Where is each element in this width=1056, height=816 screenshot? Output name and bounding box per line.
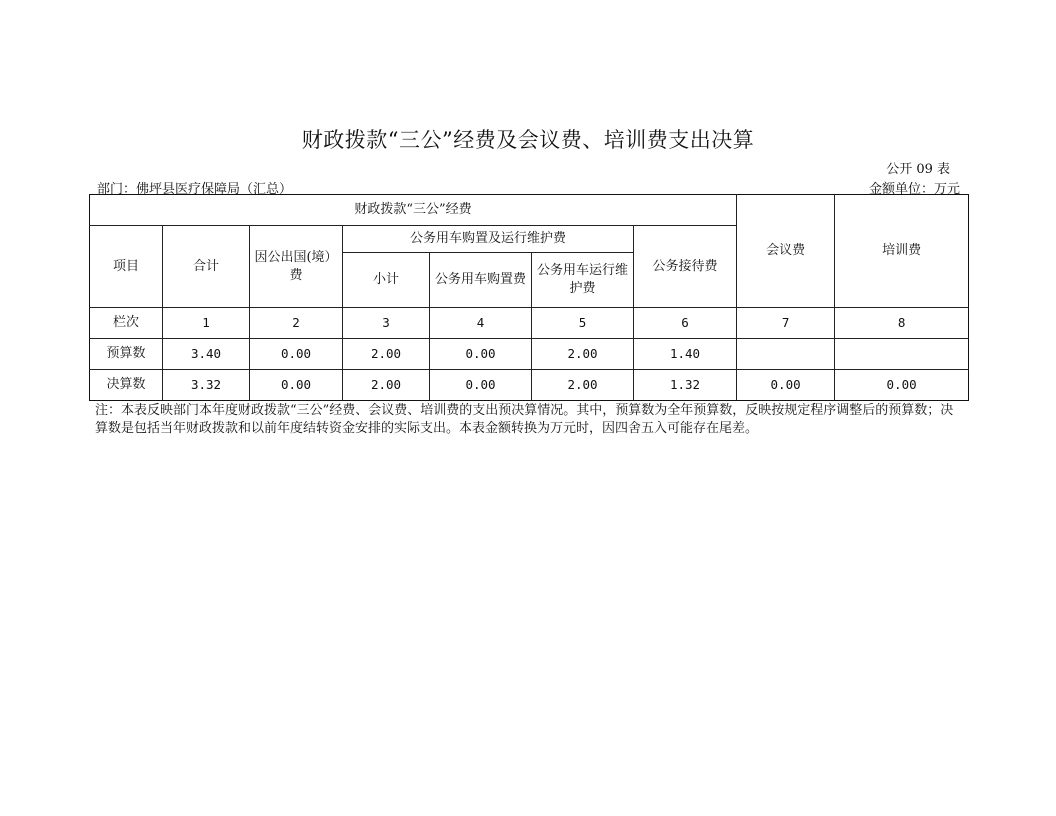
footnote-line: 注：本表反映部门本年度财政拨款“三公”经费、会议费、培训费的支出预决算情况。其中，预算数为全年预算数，反映按规定程序调整后的预算数；决: [95, 403, 954, 418]
header-abroad: 因公出国(境）费: [250, 226, 343, 308]
header-vehicle-subtotal: 小计: [343, 253, 430, 308]
row-label: 决算数: [90, 370, 163, 401]
expenditure-table: [89, 194, 969, 401]
table-cell: [835, 339, 969, 370]
table-cell: 1: [163, 308, 250, 339]
table-cell: 0.00: [430, 339, 532, 370]
table-cell: 2.00: [532, 370, 634, 401]
department-label: 部门：佛坪县医疗保障局（汇总）: [97, 182, 293, 197]
table-cell: 2.00: [532, 339, 634, 370]
table-row: [90, 308, 969, 339]
row-label: 预算数: [90, 339, 163, 370]
table-cell: 8: [835, 308, 969, 339]
table-cell: 2.00: [343, 339, 430, 370]
footnote-line: 算数是包括当年财政拨款和以前年度结转资金安排的实际支出。本表金额转换为万元时，因四舍五入可能存在尾差。: [95, 421, 759, 436]
table-cell: 3.40: [163, 339, 250, 370]
table-cell: 6: [634, 308, 737, 339]
unit-label: 金额单位：万元: [868, 182, 960, 197]
header-vehicle-group: 公务用车购置及运行维护费: [343, 226, 634, 253]
table-cell: 3: [343, 308, 430, 339]
table-cell: 0.00: [250, 339, 343, 370]
table-cell: 0.00: [737, 370, 835, 401]
table-cell: 5: [532, 308, 634, 339]
table-cell: 1.32: [634, 370, 737, 401]
table-cell: [737, 339, 835, 370]
header-item: 项目: [90, 226, 163, 308]
header-vehicle-operation: 公务用车运行维护费: [532, 253, 634, 308]
table-cell: 7: [737, 308, 835, 339]
table-row: [90, 370, 969, 401]
table-cell: 0.00: [250, 370, 343, 401]
table-cell: 0.00: [835, 370, 969, 401]
row-label: 栏次: [90, 308, 163, 339]
header-reception: 公务接待费: [634, 226, 737, 308]
header-training: 培训费: [835, 195, 969, 308]
header-vehicle-purchase: 公务用车购置费: [430, 253, 532, 308]
table-cell: 2: [250, 308, 343, 339]
table-cell: 4: [430, 308, 532, 339]
table-row: [90, 339, 969, 370]
table-cell: 2.00: [343, 370, 430, 401]
form-number: 公开 09 表: [886, 162, 950, 177]
footnote: [95, 402, 975, 438]
table-cell: 0.00: [430, 370, 532, 401]
table-cell: 3.32: [163, 370, 250, 401]
page-title: 财政拨款“三公”经费及会议费、培训费支出决算: [301, 128, 755, 152]
header-meeting: 会议费: [737, 195, 835, 308]
header-three-public: 财政拨款“三公”经费: [90, 195, 737, 226]
table-cell: 1.40: [634, 339, 737, 370]
header-total: 合计: [163, 226, 250, 308]
